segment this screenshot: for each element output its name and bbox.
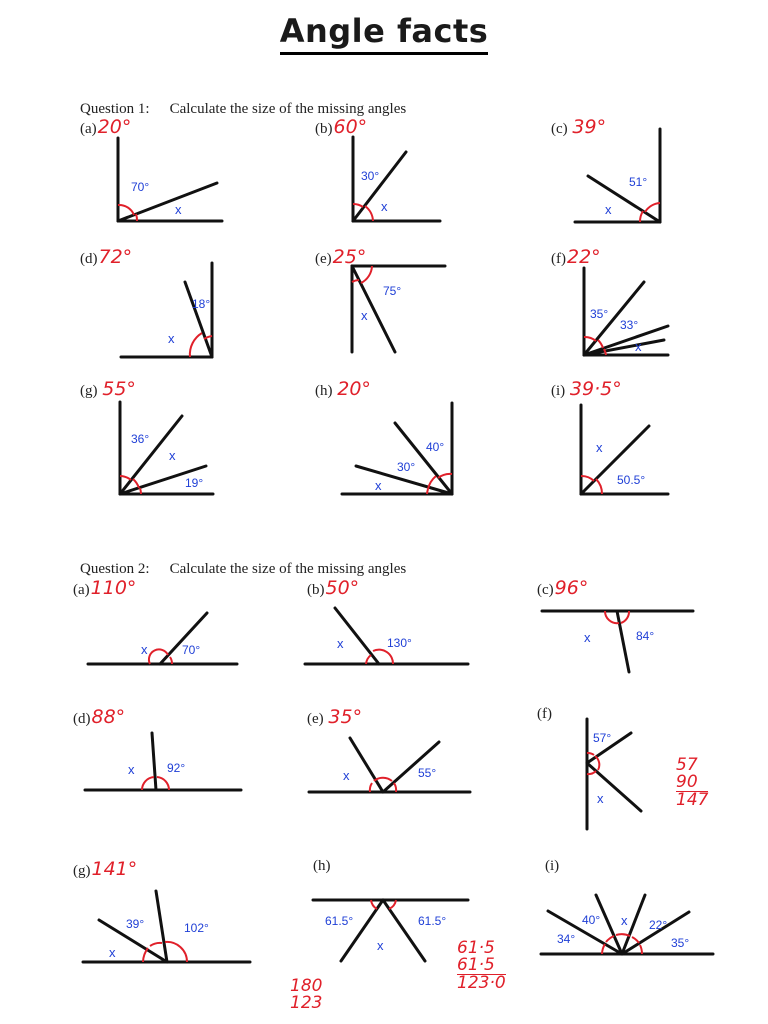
answer: 35° <box>328 706 363 728</box>
q2-part-a: (a)110° <box>73 577 137 599</box>
angle-label: 51° <box>629 175 648 189</box>
answer: 72° <box>98 246 133 268</box>
answer: 55° <box>102 378 136 400</box>
angle-label: 30° <box>361 169 380 183</box>
q2-part-h: (h) <box>313 858 331 874</box>
q1-part-g: (g) 55° <box>80 378 136 400</box>
answer: 96° <box>554 577 589 599</box>
q1-part-h: (h) 20° <box>315 378 371 400</box>
q2-part-f: (f) <box>537 706 552 722</box>
angle-label: 61.5° <box>418 914 447 928</box>
q2h-diagram <box>313 900 468 961</box>
q1f-diagram <box>584 268 668 355</box>
q2-part-c: (c)96° <box>537 577 589 599</box>
answer: 50° <box>325 577 360 599</box>
angle-label: 30° <box>397 460 416 474</box>
q1-part-a: (a)20° <box>80 116 132 138</box>
q1c-diagram <box>575 129 660 222</box>
answer: 25° <box>332 246 367 268</box>
q1-part-b: (b)60° <box>315 116 368 138</box>
q1-part-d: (d)72° <box>80 246 133 268</box>
angle-label: 39° <box>126 917 145 931</box>
q1a-diagram <box>118 138 222 221</box>
answer: 39·5° <box>569 378 622 400</box>
answer: 39° <box>572 116 607 138</box>
q2-part-d: (d)88° <box>73 706 126 728</box>
unknown-angle-x: x <box>377 938 384 953</box>
q1d-diagram <box>121 263 212 357</box>
unknown-angle-x: x <box>584 630 591 645</box>
angle-label: 92° <box>167 761 186 775</box>
q2f-diagram <box>587 719 641 829</box>
q1g-diagram <box>120 402 213 494</box>
q2e-diagram <box>309 738 470 792</box>
q2g-diagram <box>83 891 250 962</box>
unknown-angle-x: x <box>597 791 604 806</box>
unknown-angle-x: x <box>635 339 642 354</box>
angle-label: 22° <box>649 918 668 932</box>
unknown-angle-x: x <box>621 913 628 928</box>
q2d-diagram <box>85 733 241 790</box>
q2i-diagram <box>541 895 713 954</box>
q2-part-i: (i) <box>545 858 560 874</box>
q1-part-c: (c) 39° <box>551 116 607 138</box>
unknown-angle-x: x <box>169 448 176 463</box>
page-title: Angle facts <box>0 12 768 50</box>
q1e-diagram <box>352 266 445 352</box>
angle-label: 40° <box>426 440 445 454</box>
angle-label: 36° <box>131 432 150 446</box>
unknown-angle-x: x <box>605 202 612 217</box>
question-instruction: Calculate the size of the missing angles <box>169 101 407 117</box>
unknown-angle-x: x <box>375 478 382 493</box>
unknown-angle-x: x <box>337 636 344 651</box>
angle-label: 70° <box>182 643 201 657</box>
angle-label: 57° <box>593 731 612 745</box>
angle-label: 84° <box>636 629 655 643</box>
angle-label: 18° <box>192 297 211 311</box>
unknown-angle-x: x <box>381 199 388 214</box>
angle-label: 70° <box>131 180 150 194</box>
unknown-angle-x: x <box>343 768 350 783</box>
question-number: Question 1: <box>80 101 150 117</box>
unknown-angle-x: x <box>175 202 182 217</box>
answer: 60° <box>333 116 368 138</box>
unknown-angle-x: x <box>361 308 368 323</box>
question-instruction: Calculate the size of the missing angles <box>169 561 407 577</box>
answer: 22° <box>567 246 601 268</box>
angle-label: 19° <box>185 476 204 490</box>
angle-label: 130° <box>387 636 412 650</box>
working-h-subtraction: 180 123 <box>290 976 323 1013</box>
angle-label: 61.5° <box>325 914 354 928</box>
angle-label: 35° <box>671 936 690 950</box>
q1-part-e: (e)25° <box>315 246 367 268</box>
answer: 88° <box>91 706 126 728</box>
answer: 110° <box>90 577 137 599</box>
q1b-diagram <box>353 137 440 221</box>
unknown-angle-x: x <box>141 642 148 657</box>
answer: 141° <box>91 858 138 880</box>
angle-label: 50.5° <box>617 473 646 487</box>
unknown-angle-x: x <box>128 762 135 777</box>
unknown-angle-x: x <box>109 945 116 960</box>
unknown-angle-x: x <box>168 331 175 346</box>
angle-label: 33° <box>620 318 639 332</box>
q2b-diagram <box>305 608 468 664</box>
question-number: Question 2: <box>80 561 150 577</box>
angle-label: 55° <box>418 766 437 780</box>
working-f-sum: 57 90 147 <box>676 755 709 810</box>
answer: 20° <box>337 378 371 400</box>
angle-label: 34° <box>557 932 576 946</box>
unknown-angle-x: x <box>596 440 603 455</box>
q1h-diagram <box>342 403 452 494</box>
angle-label: 40° <box>582 913 601 927</box>
q2-part-g: (g)141° <box>73 858 138 880</box>
angle-label: 75° <box>383 284 402 298</box>
q1-part-f: (f)22° <box>551 246 601 268</box>
answer: 20° <box>97 116 132 138</box>
working-h-sum: 61·5 61·5 123·0 <box>457 938 506 993</box>
q2-part-b: (b)50° <box>307 577 360 599</box>
angle-label: 102° <box>184 921 209 935</box>
q1i-diagram <box>581 405 668 494</box>
q2a-diagram <box>88 613 237 664</box>
angle-label: 35° <box>590 307 609 321</box>
q2-part-e: (e) 35° <box>307 706 363 728</box>
q1-part-i: (i) 39·5° <box>551 378 622 400</box>
q2c-diagram <box>542 611 693 672</box>
